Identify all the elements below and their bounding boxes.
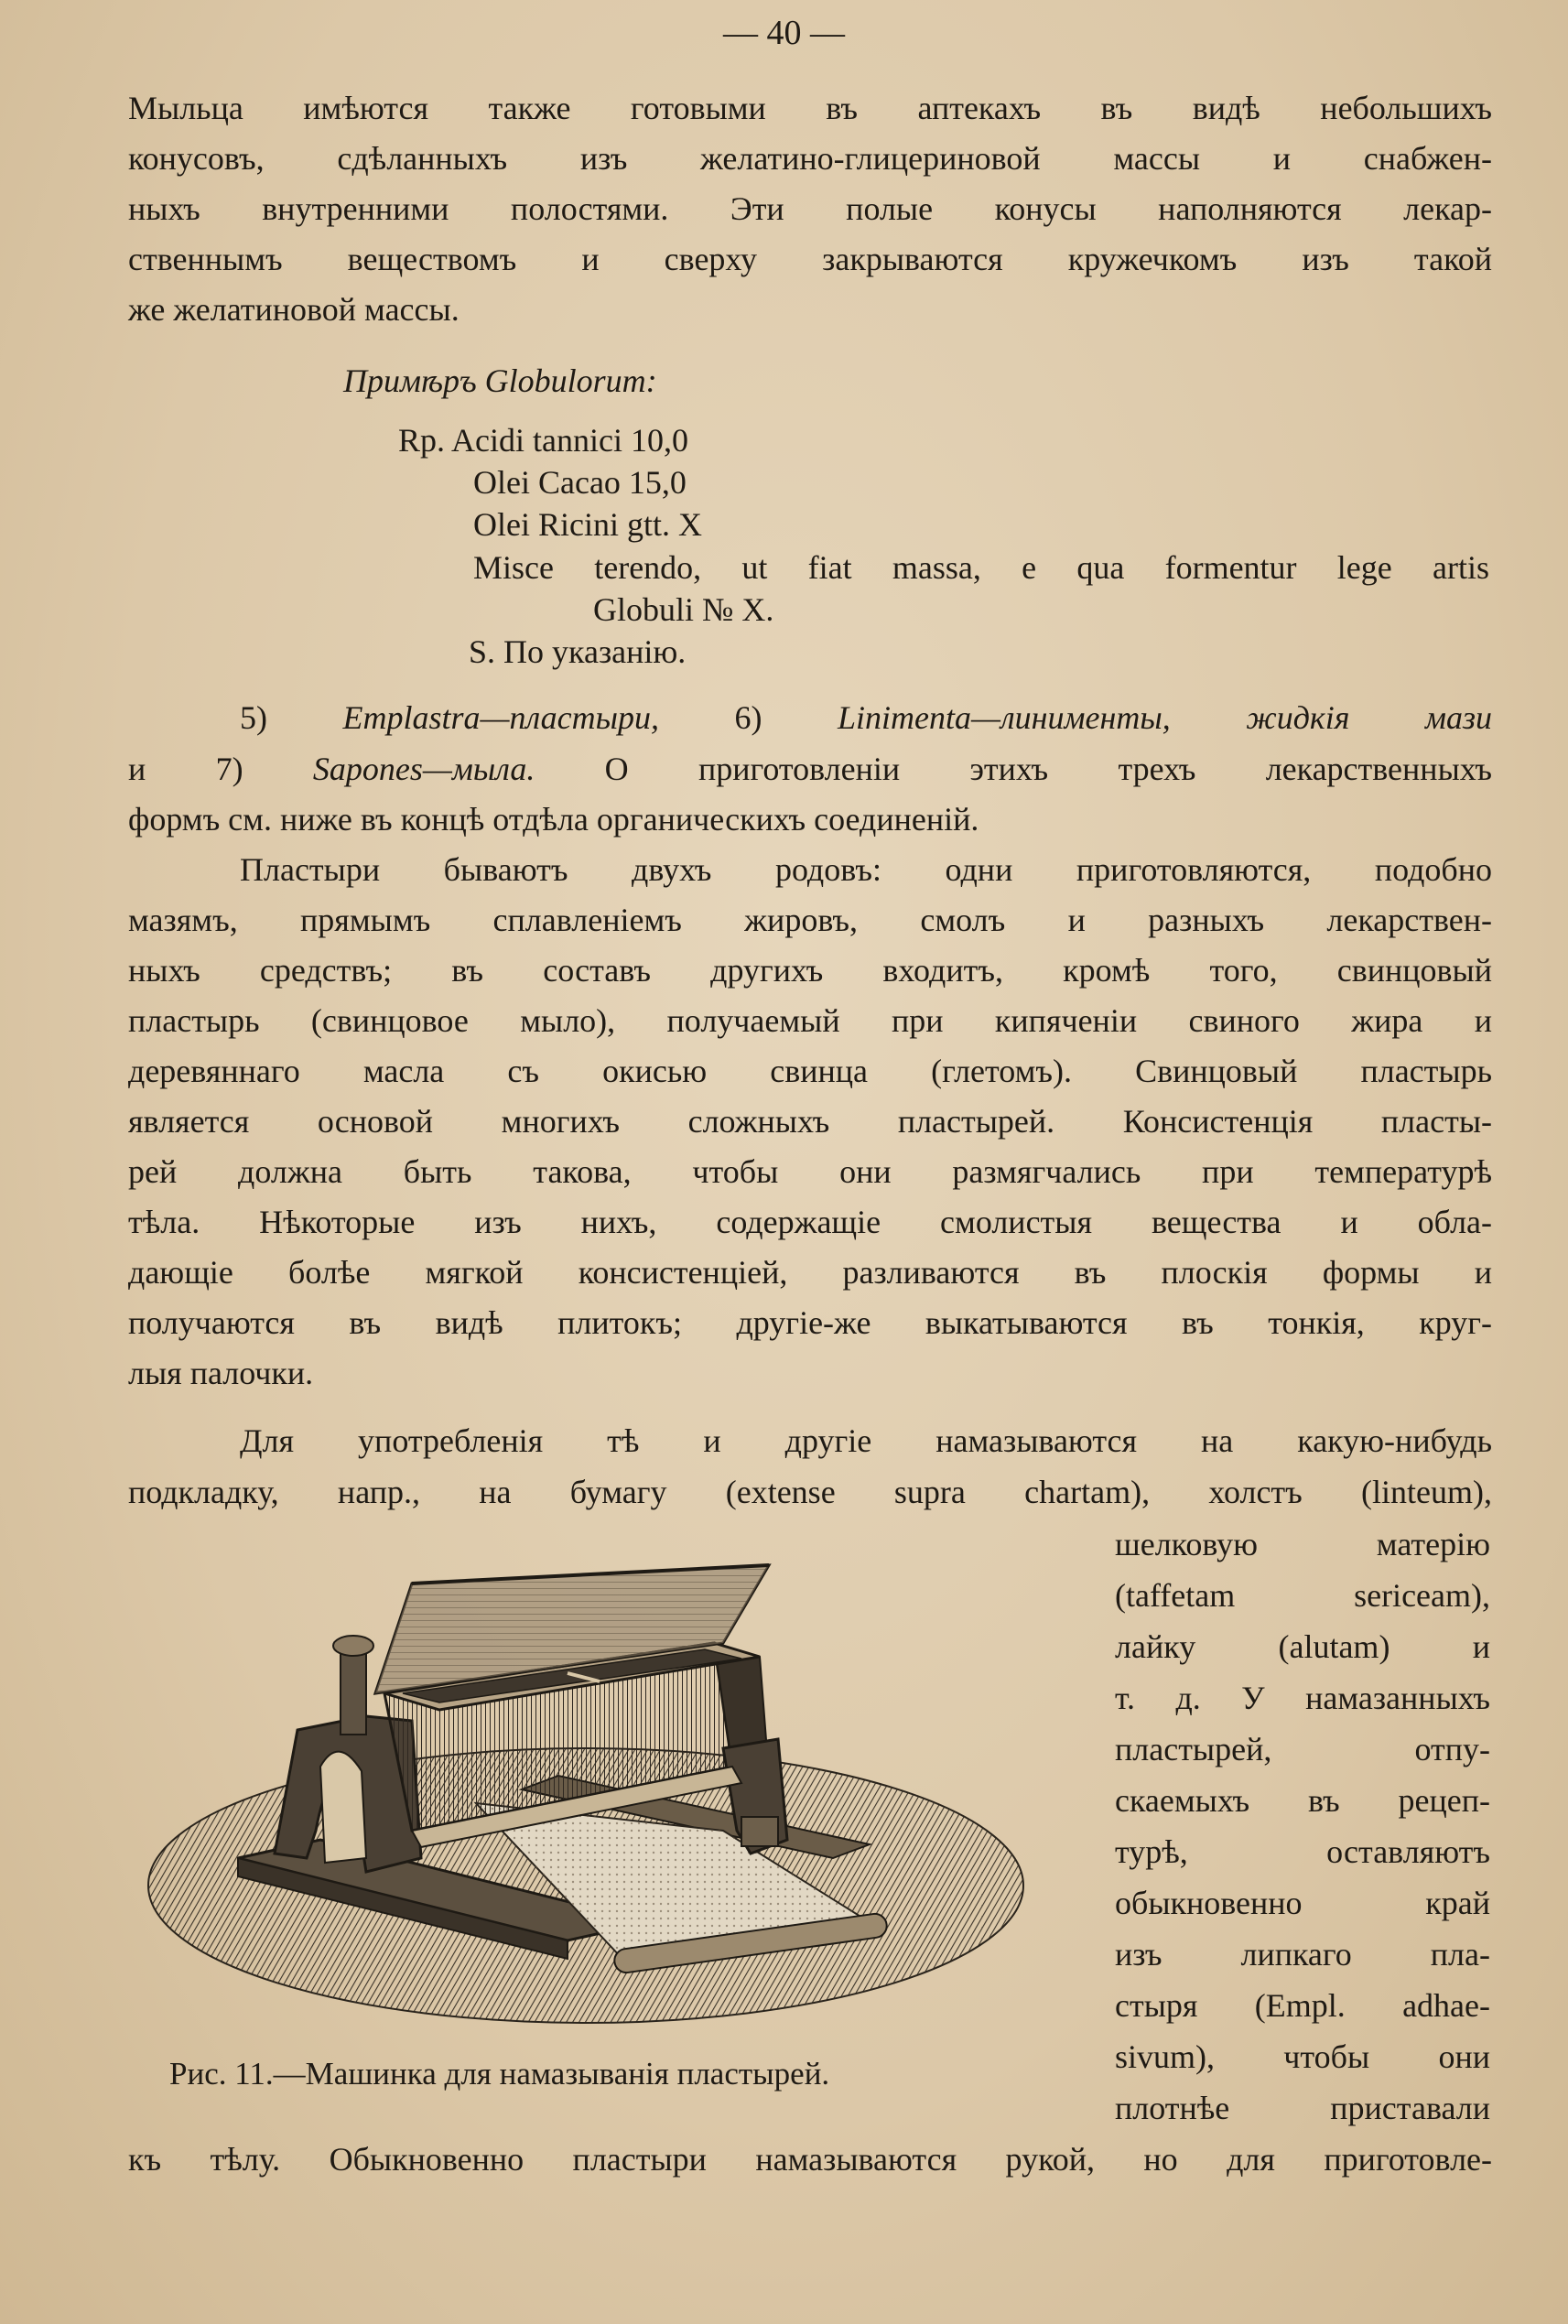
recipe-line-6: S. По указанію. [469, 633, 687, 670]
para3-line-8: тѣла. Нѣкоторые изъ нихъ, содержащіе смолистыя вещества и обла- [128, 1204, 1492, 1240]
recipe-line-4: Misce terendo, ut fiat massa, e qua formentur lege artis [473, 549, 1489, 586]
column-line-4: т. д. У намазанныхъ [1115, 1680, 1490, 1716]
figure-caption: Рис. 11.—Машинка для намазыванія пластырей. [169, 2056, 830, 2092]
recipe-title: Примѣръ Globulorum: [343, 362, 657, 399]
plaster-spreading-machine-illustration [137, 1556, 1034, 2032]
para3-line-4: пластырь (свинцовое мыло), получаемый при кипяченіи свиного жира и [128, 1002, 1492, 1039]
recipe-line-2: Olei Cacao 15,0 [473, 464, 687, 501]
para4-line-2: подкладку, напр., на бумагу (extense supra chartam), холстъ (linteum), [128, 1474, 1492, 1510]
para3-line-9: дающіе болѣе мягкой консистенціей, разливаются въ плоскія формы и [128, 1254, 1492, 1291]
column-line-8: обыкновенно край [1115, 1885, 1490, 1921]
para2-linimenta: Linimenta—линименты, жидкія мази [837, 699, 1492, 736]
recipe-line-3: Olei Ricini gtt. X [473, 506, 702, 543]
recipe-line-1: Rp. Acidi tannici 10,0 [398, 422, 688, 459]
column-line-11: sivum), чтобы они [1115, 2038, 1490, 2075]
column-line-10: стыря (Empl. adhae- [1115, 1987, 1490, 2024]
para3-line-3: ныхъ средствъ; въ составъ другихъ входитъ, кромѣ того, свинцовый [128, 952, 1492, 989]
para2-sapones: Sapones—мыла. [312, 751, 535, 787]
plaster-machine-icon [137, 1556, 1034, 2032]
column-line-2: (taffetam sericeam), [1115, 1577, 1490, 1614]
para3-line-2: мазямъ, прямымъ сплавленіемъ жировъ, смолъ и разныхъ лекарствен- [128, 902, 1492, 938]
para4-line-1: Для употребленія тѣ и другіе намазываются на какую-нибудь [240, 1422, 1492, 1459]
para2-num-5: 5) [240, 699, 343, 736]
para1-line-1: Мыльца имѣются также готовыми въ аптекахъ въ видѣ небольшихъ [128, 90, 1492, 126]
para3-line-6: является основой многихъ сложныхъ пластырей. Консистенція пласты- [128, 1103, 1492, 1140]
para3-line-10: получаются въ видѣ плитокъ; другіе-же выкатываются въ тонкія, круг- [128, 1304, 1492, 1341]
para1-line-5: же желатиновой массы. [128, 291, 460, 328]
column-line-1: шелковую матерію [1115, 1526, 1490, 1562]
recipe-line-5: Globuli № X. [593, 591, 774, 628]
column-line-5: пластырей, отпу- [1115, 1731, 1490, 1767]
para4-last-line: къ тѣлу. Обыкновенно пластыри намазываются рукой, но для приготовле- [128, 2141, 1492, 2178]
para3-line-5: деревяннаго масла съ окисью свинца (глетомъ). Свинцовый пластырь [128, 1053, 1492, 1089]
column-line-7: турѣ, оставляютъ [1115, 1833, 1490, 1870]
para3-line-1: Пластыри бываютъ двухъ родовъ: одни приготовляются, подобно [240, 851, 1492, 888]
para2-num-6: 6) [659, 699, 838, 736]
para2-num-7: и 7) [128, 751, 313, 787]
para2-rest: О приготовленіи этихъ трехъ лекарственныхъ [535, 751, 1492, 787]
para2-line-1 [240, 701, 1492, 734]
column-line-6: скаемыхъ въ рецеп- [1115, 1782, 1490, 1819]
para2-line-2 [128, 752, 1492, 785]
para3-line-7: рей должна быть такова, чтобы они размягчались при температурѣ [128, 1153, 1492, 1190]
para2-emplastra: Emplastra—пластыри, [342, 699, 659, 736]
para1-line-2: конусовъ, сдѣланныхъ изъ желатино-глицериновой массы и снабжен- [128, 140, 1492, 177]
para1-line-3: ныхъ внутренними полостями. Эти полые конусы наполняются лекар- [128, 190, 1492, 227]
page-number: — 40 — [723, 14, 845, 52]
column-line-3: лайку (alutam) и [1115, 1628, 1490, 1665]
para2-line-3: формъ см. ниже въ концѣ отдѣла органическихъ соединеній. [128, 801, 979, 838]
para1-line-4: ственнымъ веществомъ и сверху закрываются кружечкомъ изъ такой [128, 241, 1492, 277]
column-line-12: плотнѣе приставали [1115, 2090, 1490, 2126]
para3-line-11: лыя палочки. [128, 1355, 314, 1391]
column-line-9: изъ липкаго пла- [1115, 1936, 1490, 1973]
